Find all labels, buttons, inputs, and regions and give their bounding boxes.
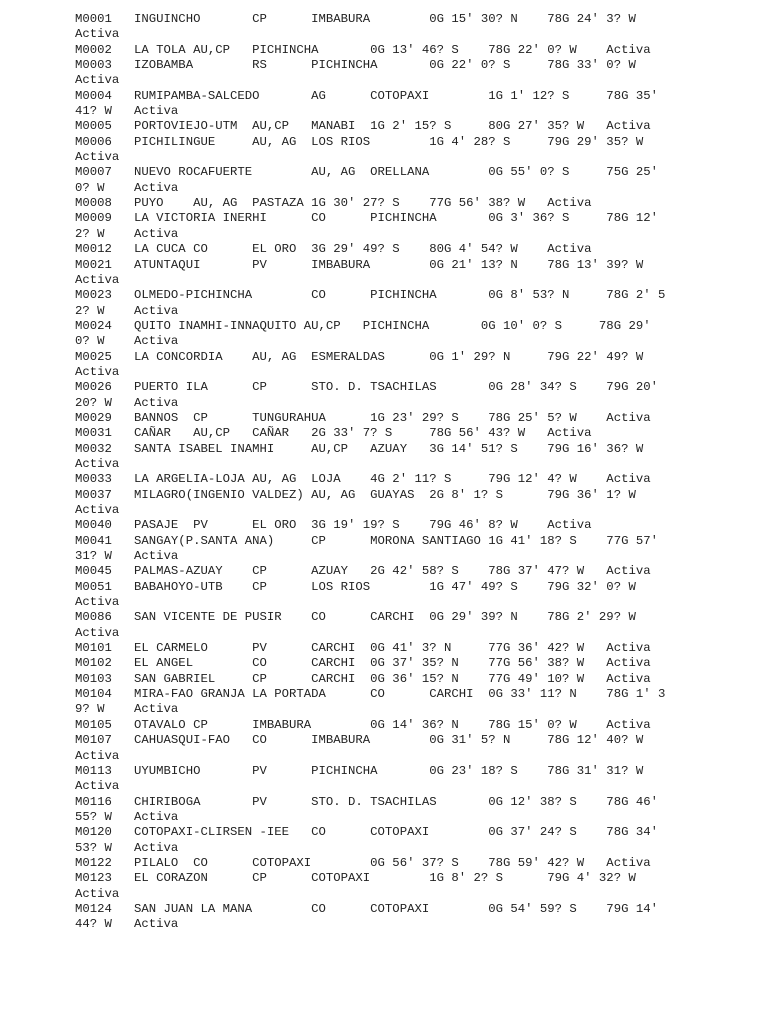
listing-line: M0024 QUITO INAMHI-INNAQUITO AU,CP PICHINCHA 0G 10' 0? S 78G 29' [75,318,651,333]
listing-line: 53? W Activa [75,840,179,855]
listing-line: M0045 PALMAS-AZUAY CP AZUAY 2G 42' 58? S 78G 37' 47? W Activa [75,564,651,579]
listing-line: M0007 NUEVO ROCAFUERTE AU, AG ORELLANA 0G 55' 0? S 75G 25' [75,165,658,180]
listing-line: M0107 CAHUASQUI-FAO CO IMBABURA 0G 31' 5? N 78G 12' 40? W [75,733,644,748]
listing-line: M0041 SANGAY(P.SANTA ANA) CP MORONA SANTIAGO 1G 41' 18? S 77G 57' [75,533,658,548]
listing-line: M0029 BANNOS CP TUNGURAHUA 1G 23' 29? S 78G 25' 5? W Activa [75,410,651,425]
station-listing [75,12,765,933]
listing-line: M0123 EL CORAZON CP COTOPAXI 1G 8' 2? S 79G 4' 32? W [75,871,636,886]
listing-line: M0023 OLMEDO-PICHINCHA CO PICHINCHA 0G 8' 53? N 78G 2' 5 [75,288,666,303]
listing-line: 20? W Activa [75,395,179,410]
listing-line: M0033 LA ARGELIA-LOJA AU, AG LOJA 4G 2' 11? S 79G 12' 4? W Activa [75,472,651,487]
listing-line: Activa [75,272,120,287]
listing-line: M0103 SAN GABRIEL CP CARCHI 0G 36' 15? N 77G 49' 10? W Activa [75,671,651,686]
listing-line: 55? W Activa [75,809,179,824]
listing-line: M0025 LA CONCORDIA AU, AG ESMERALDAS 0G 1' 29? N 79G 22' 49? W [75,349,644,364]
listing-line: Activa [75,886,120,901]
listing-line: 0? W Activa [75,180,179,195]
listing-line: M0032 SANTA ISABEL INAMHI AU,CP AZUAY 3G 14' 51? S 79G 16' 36? W [75,441,644,456]
listing-line: M0124 SAN JUAN LA MANA CO COTOPAXI 0G 54' 59? S 79G 14' [75,901,658,916]
listing-line: 9? W Activa [75,702,179,717]
listing-line: Activa [75,503,120,517]
listing-line: M0120 COTOPAXI-CLIRSEN -IEE CO COTOPAXI 0G 37' 24? S 78G 34' [75,825,658,840]
listing-line: Activa [75,150,120,165]
listing-line: Activa [75,779,120,794]
listing-line: 31? W Activa [75,549,179,564]
listing-line: M0026 PUERTO ILA CP STO. D. TSACHILAS 0G 28' 34? S 79G 20' [75,380,658,395]
listing-line: 44? W Activa [75,917,179,932]
listing-line: M0008 PUYO AU, AG PASTAZA 1G 30' 27? S 77G 56' 38? W Activa [75,196,592,211]
listing-line: Activa [75,748,120,763]
listing-line: 2? W Activa [75,303,179,318]
listing-line: M0101 EL CARMELO PV CARCHI 0G 41' 3? N 77G 36' 42? W Activa [75,641,651,656]
listing-line: M0021 ATUNTAQUI PV IMBABURA 0G 21' 13? N 78G 13' 39? W [75,257,644,272]
listing-line: M0004 RUMIPAMBA-SALCEDO AG COTOPAXI 1G 1' 12? S 78G 35' [75,88,658,103]
listing-line: M0104 MIRA-FAO GRANJA LA PORTADA CO CARCHI 0G 33' 11? N 78G 1' 3 [75,687,666,702]
listing-line: Activa [75,27,120,42]
listing-line: Activa [75,625,120,640]
listing-line: M0040 PASAJE PV EL ORO 3G 19' 19? S 79G 46' 8? W Activa [75,518,592,533]
listing-line: 41? W Activa [75,104,179,119]
listing-line: 2? W Activa [75,226,179,241]
listing-line: M0122 PILALO CO COTOPAXI 0G 56' 37? S 78G 59' 42? W Activa [75,855,651,870]
listing-line: M0006 PICHILINGUE AU, AG LOS RIOS 1G 4' 28? S 79G 29' 35? W [75,134,644,149]
listing-line: M0037 MILAGRO(INGENIO VALDEZ) AU, AG GUAYAS 2G 8' 1? S 79G 36' 1? W [75,487,636,502]
listing-line: Activa [75,456,120,471]
listing-line: Activa [75,364,120,379]
listing-line: M0113 UYUMBICHO PV PICHINCHA 0G 23' 18? S 78G 31' 31? W [75,763,644,778]
listing-line: Activa [75,595,120,610]
listing-line: M0102 EL ANGEL CO CARCHI 0G 37' 35? N 77G 56' 38? W Activa [75,656,651,671]
listing-line: M0031 CAÑAR AU,CP CAÑAR 2G 33' 7? S 78G 56' 43? W Activa [75,426,592,441]
listing-line: M0012 LA CUCA CO EL ORO 3G 29' 49? S 80G 4' 54? W Activa [75,242,592,257]
listing-line: M0001 INGUINCHO CP IMBABURA 0G 15' 30? N 78G 24' 3? W [75,12,636,26]
listing-line: M0051 BABAHOYO-UTB CP LOS RIOS 1G 47' 49? S 79G 32' 0? W [75,579,636,594]
listing-line: 0? W Activa [75,334,179,349]
listing-line: M0009 LA VICTORIA INERHI CO PICHINCHA 0G 3' 36? S 78G 12' [75,211,658,226]
listing-line: M0105 OTAVALO CP IMBABURA 0G 14' 36? N 78G 15' 0? W Activa [75,717,651,732]
listing-line: M0002 LA TOLA AU,CP PICHINCHA 0G 13' 46? S 78G 22' 0? W Activa [75,42,651,57]
listing-line: M0086 SAN VICENTE DE PUSIR CO CARCHI 0G 29' 39? N 78G 2' 29? W [75,610,636,625]
listing-line: M0116 CHIRIBOGA PV STO. D. TSACHILAS 0G 12' 38? S 78G 46' [75,794,658,809]
listing-line: Activa [75,73,120,88]
listing-line: M0003 IZOBAMBA RS PICHINCHA 0G 22' 0? S 78G 33' 0? W [75,58,636,73]
listing-line: M0005 PORTOVIEJO-UTM AU,CP MANABI 1G 2' 15? S 80G 27' 35? W Activa [75,119,651,134]
